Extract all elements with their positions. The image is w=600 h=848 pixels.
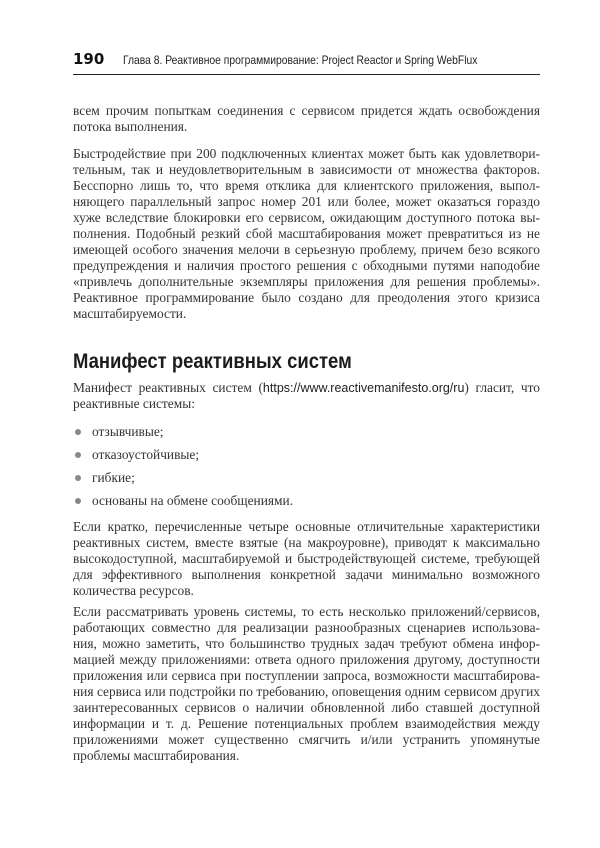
text-line: «привлечь дополнительные экземпляры приложения для решения проблемы». (73, 274, 540, 289)
list-item (73, 447, 293, 470)
text-line: Реактивное программирование было создано для преодоления этого кризиса (73, 290, 540, 305)
text-line: хуже вследствие блокировки его сервисом, ожидающим доступного потока вы- (73, 210, 540, 225)
text-line: потока выполнения. (73, 119, 188, 134)
text-line: имеющей особого значения мелочи в серьезную проблему, причем безо всякого (73, 242, 540, 257)
p3-line-2: реактивные системы: (73, 396, 195, 411)
text-line: Быстродействие при 200 подключенных клиентах может быть как удовлетвори- (73, 146, 540, 161)
list-item-text: гибкие; (92, 470, 135, 485)
list-item (73, 424, 293, 447)
text-line: количества ресурсов. (73, 583, 194, 598)
paragraph-4 (73, 519, 540, 599)
text-line: Бесспорно лишь то, что время отклика для клиентского приложения, выпол- (73, 178, 540, 193)
p3-text: Манифест реактивных систем ( (73, 380, 263, 395)
text-line: работающих совместно для реализации разнообразных сценариев использова- (73, 620, 540, 635)
text-line: Если кратко, перечисленные четыре основные отличительные характеристики (73, 519, 540, 534)
text-line: тельным, так и неудовлетворительным в зависимости от множества факторов. (73, 162, 540, 177)
paragraph-1 (73, 103, 540, 135)
paragraph-5 (73, 604, 540, 764)
bullet-list (73, 424, 293, 516)
list-item-text: отзывчивые; (92, 424, 164, 439)
section-heading: Манифест реактивных систем (73, 350, 352, 373)
bullet-icon (75, 475, 81, 481)
text-line: приложения или сервиса при поступлении запроса, возможности масштабирова- (73, 668, 540, 683)
text-line: масштабируемости. (73, 306, 187, 321)
list-item (73, 493, 293, 516)
text-line: всем прочим попыткам соединения с сервисом придется ждать освобождения (73, 103, 540, 118)
page-number: 190 (73, 50, 105, 68)
list-item-text: отказоустойчивые; (92, 447, 200, 462)
text-line: няющего параллельный запрос номер 201 или более, может оказаться гораздо (73, 194, 540, 209)
list-item (73, 470, 293, 493)
bullet-icon (75, 498, 81, 504)
bullet-icon (75, 452, 81, 458)
text-line: полнения. Подобный резкий сбой масштабирования может превратиться из не (73, 226, 540, 241)
text-line: для эффективного выполнения конкретной задачи минимально возможного (73, 567, 540, 582)
text-line: проблемы масштабирования. (73, 748, 240, 763)
text-line: ния сервиса или подстройки по требованию, оповещения одним сервисом других (73, 684, 540, 699)
text-line: Если рассматривать уровень системы, то есть несколько приложений/сервисов, (73, 604, 540, 619)
paragraph-3 (73, 380, 540, 412)
list-item-text: основаны на обмене сообщениями. (92, 493, 294, 508)
bullet-icon (75, 429, 81, 435)
text-line: приложениями может существенно смягчить и/или устранить упомянутые (73, 732, 540, 747)
text-line: ния, можно заметить, что большинство трудных задач требуют обмена инфор- (73, 636, 540, 651)
text-line: мацией между приложениями: ответа одного приложения другому, доступности (73, 652, 540, 667)
manifesto-link[interactable]: https://www.reactivemanifesto.org/ru (262, 381, 465, 395)
text-line: заинтересованных сервисов о наличии обновленной либо ставшей доступной (73, 700, 540, 715)
running-title: Глава 8. Реактивное программирование: Project Reactor и Spring WebFlux (123, 53, 478, 67)
page-header (73, 50, 540, 75)
text-line: предупреждения и наличия простого решения с обходными путями наподобие (73, 258, 540, 273)
paragraph-2 (73, 146, 540, 322)
text-line: реактивных систем, вместе взятые (на макроуровне), приводят к максимально (73, 535, 540, 550)
p3-text-after: ) гласит, что (464, 380, 540, 395)
text-line: информации и т. д. Решение потенциальных проблем взаимодействия между (73, 716, 540, 731)
text-line: высокодоступной, масштабируемой и быстродействующей системе, требующей (73, 551, 540, 566)
